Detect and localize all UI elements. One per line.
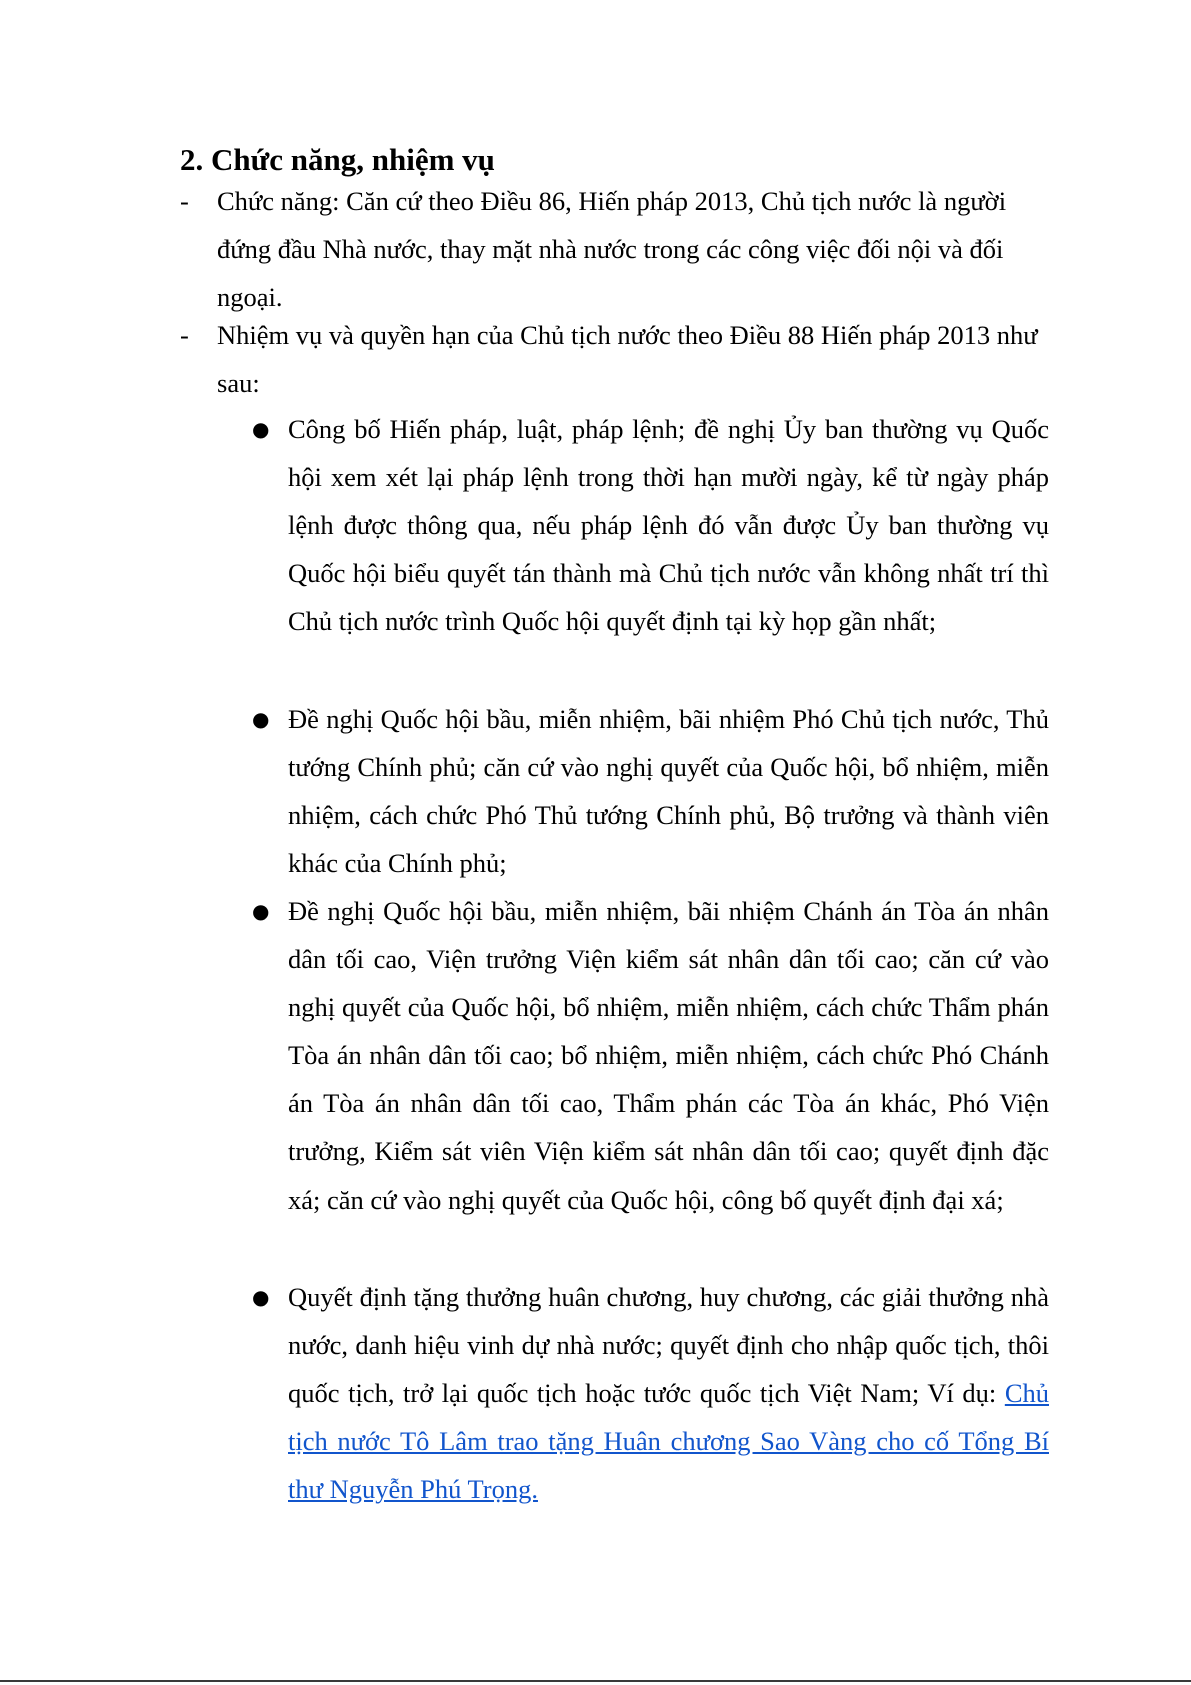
example-prefix: Ví dụ: [927,1378,1005,1409]
dash-marker: - [180,186,189,216]
bullet-icon: ● [252,1285,270,1309]
dash-item-function [180,178,1050,321]
bullet-item-judiciary [252,887,1049,1224]
bullet-item-awards [252,1273,1049,1513]
awards-text: Quyết định tặng thưởng huân chương, huy chương, các giải thưởng nhà nước, danh hiệu vinh dự nhà nước; quyết định cho nhập quốc tịch, thôi quốc tịch, trở lại quốc tịch hoặc tước quốc tịch Việt Nam; [288,1282,1049,1409]
bullet-item-text: Công bố Hiến pháp, luật, pháp lệnh; đề nghị Ủy ban thường vụ Quốc hội xem xét lại pháp lệnh trong thời hạn mười ngày, kể từ ngày pháp lệnh được thông qua, nếu pháp lệnh đó vẫn được Ủy ban thường vụ Quốc hội biểu quyết tán thành mà Chủ tịch nước vẫn không nhất trí thì Chủ tịch nước trình Quốc hội quyết định tại kỳ họp gần nhất; [288,414,1049,637]
section-heading: 2. Chức năng, nhiệm vụ [180,142,495,177]
bullet-item-text: Đề nghị Quốc hội bầu, miễn nhiệm, bãi nhiệm Phó Chủ tịch nước, Thủ tướng Chính phủ; căn cứ vào nghị quyết của Quốc hội, bổ nhiệm, miễn nhiệm, cách chức Phó Thủ tướng Chính phủ, Bộ trưởng và thành viên khác của Chính phủ; [288,704,1049,879]
bullet-item-text: Đề nghị Quốc hội bầu, miễn nhiệm, bãi nhiệm Chánh án Tòa án nhân dân tối cao, Viện trưởng Viện kiểm sát nhân dân tối cao; căn cứ vào nghị quyết của Quốc hội, bổ nhiệm, miễn nhiệm, cách chức Thẩm phán Tòa án nhân dân tối cao; bổ nhiệm, miễn nhiệm, cách chức Phó Chánh án Tòa án nhân dân tối cao, Thẩm phán các Tòa án khác, Phó Viện trưởng, Kiểm sát viên Viện kiểm sát nhân dân tối cao; quyết định đặc xá; căn cứ vào nghị quyết của Quốc hội, công bố quyết định đại xá; [288,896,1049,1215]
bullet-icon: ● [252,899,270,923]
dash-marker: - [180,320,189,350]
bullet-icon: ● [252,417,270,441]
bullet-item-promulgate [252,405,1049,645]
bullet-icon: ● [252,707,270,731]
bullet-item-government [252,695,1049,887]
dash-item-duties [180,312,1050,408]
bullet-item-text [288,1273,1049,1513]
example-link[interactable]: Chủ tịch nước Tô Lâm trao tặng Huân chương Sao Vàng cho cố Tổng Bí thư Nguyễn Phú Trọng. [288,1378,1049,1505]
bottom-rule [0,1680,1191,1682]
dash-item-text: Chức năng: Căn cứ theo Điều 86, Hiến pháp 2013, Chủ tịch nước là người đứng đầu Nhà nước, thay mặt nhà nước trong các công việc đối nội và đối ngoại. [217,186,1007,312]
dash-item-text: Nhiệm vụ và quyền hạn của Chủ tịch nước theo Điều 88 Hiến pháp 2013 như sau: [217,320,1038,398]
